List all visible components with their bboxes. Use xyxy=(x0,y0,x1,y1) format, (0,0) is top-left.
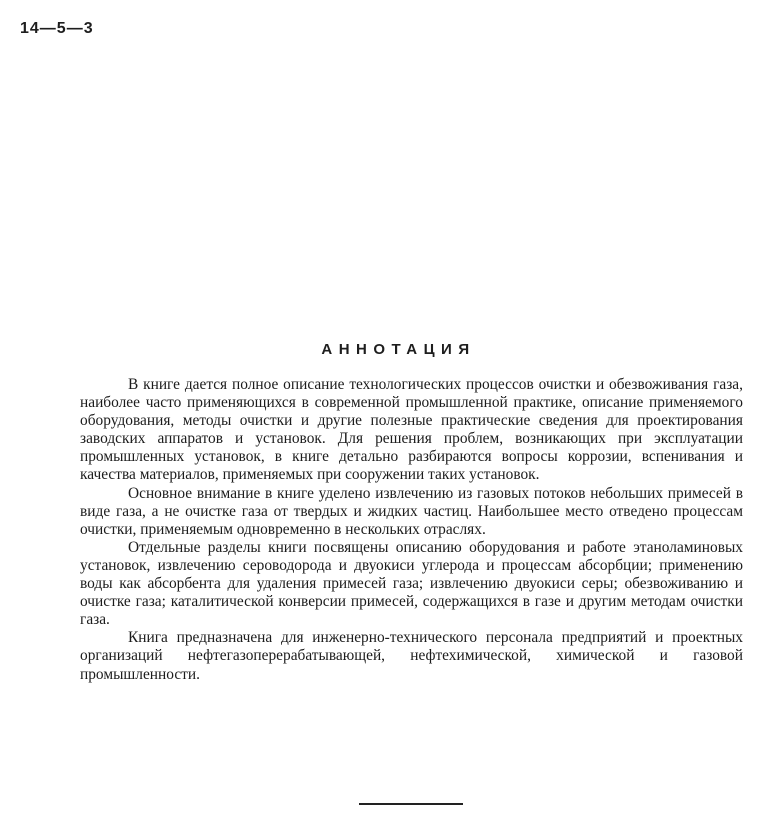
annotation-paragraph-3: Отдельные разделы книги посвящены описанию оборудования и работе этаноламиновых установок, извлечению сероводорода и двуокиси углерода и процессам абсорбции; применению воды как абсорбента для удаления примесей газа; извлечению двуокиси серы; обезвоживанию и очистке газа; каталитической конверсии примесей, содержащихся в газе и другим методам очистки газа. xyxy=(80,538,743,629)
annotation-paragraph-4: Книга предназначена для инженерно-технического персонала предприятий и проектных организаций нефтегазоперерабатывающей, нефтехимической, химической и газовой промышленности. xyxy=(80,629,743,683)
annotation-paragraph-2: Основное внимание в книге уделено извлечению из газовых потоков небольших примесей в виде газа, а не очистке газа от твердых и жидких частиц. Наибольшее место отведено процессам очистки, применяемым одновременно в нескольких отраслях. xyxy=(80,484,743,538)
annotation-title: АННОТАЦИЯ xyxy=(321,341,476,358)
catalog-code: 14—5—3 xyxy=(20,20,94,37)
annotation-paragraph-1: В книге дается полное описание технологических процессов очистки и обезвоживания газа, наиболее часто применяющихся в современной промышленной практике, описание применяемого оборудования, методы очистки и другие полезные практические сведения для проектирования заводских аппаратов и установок. Для решения проблем, возникающих при эксплуатации промышленных установок, в книге детально разбираются вопросы коррозии, вспенивания и качества материалов, применяемых при сооружении таких установок. xyxy=(80,376,743,484)
closing-rule xyxy=(359,803,463,805)
annotation-body xyxy=(80,376,743,684)
